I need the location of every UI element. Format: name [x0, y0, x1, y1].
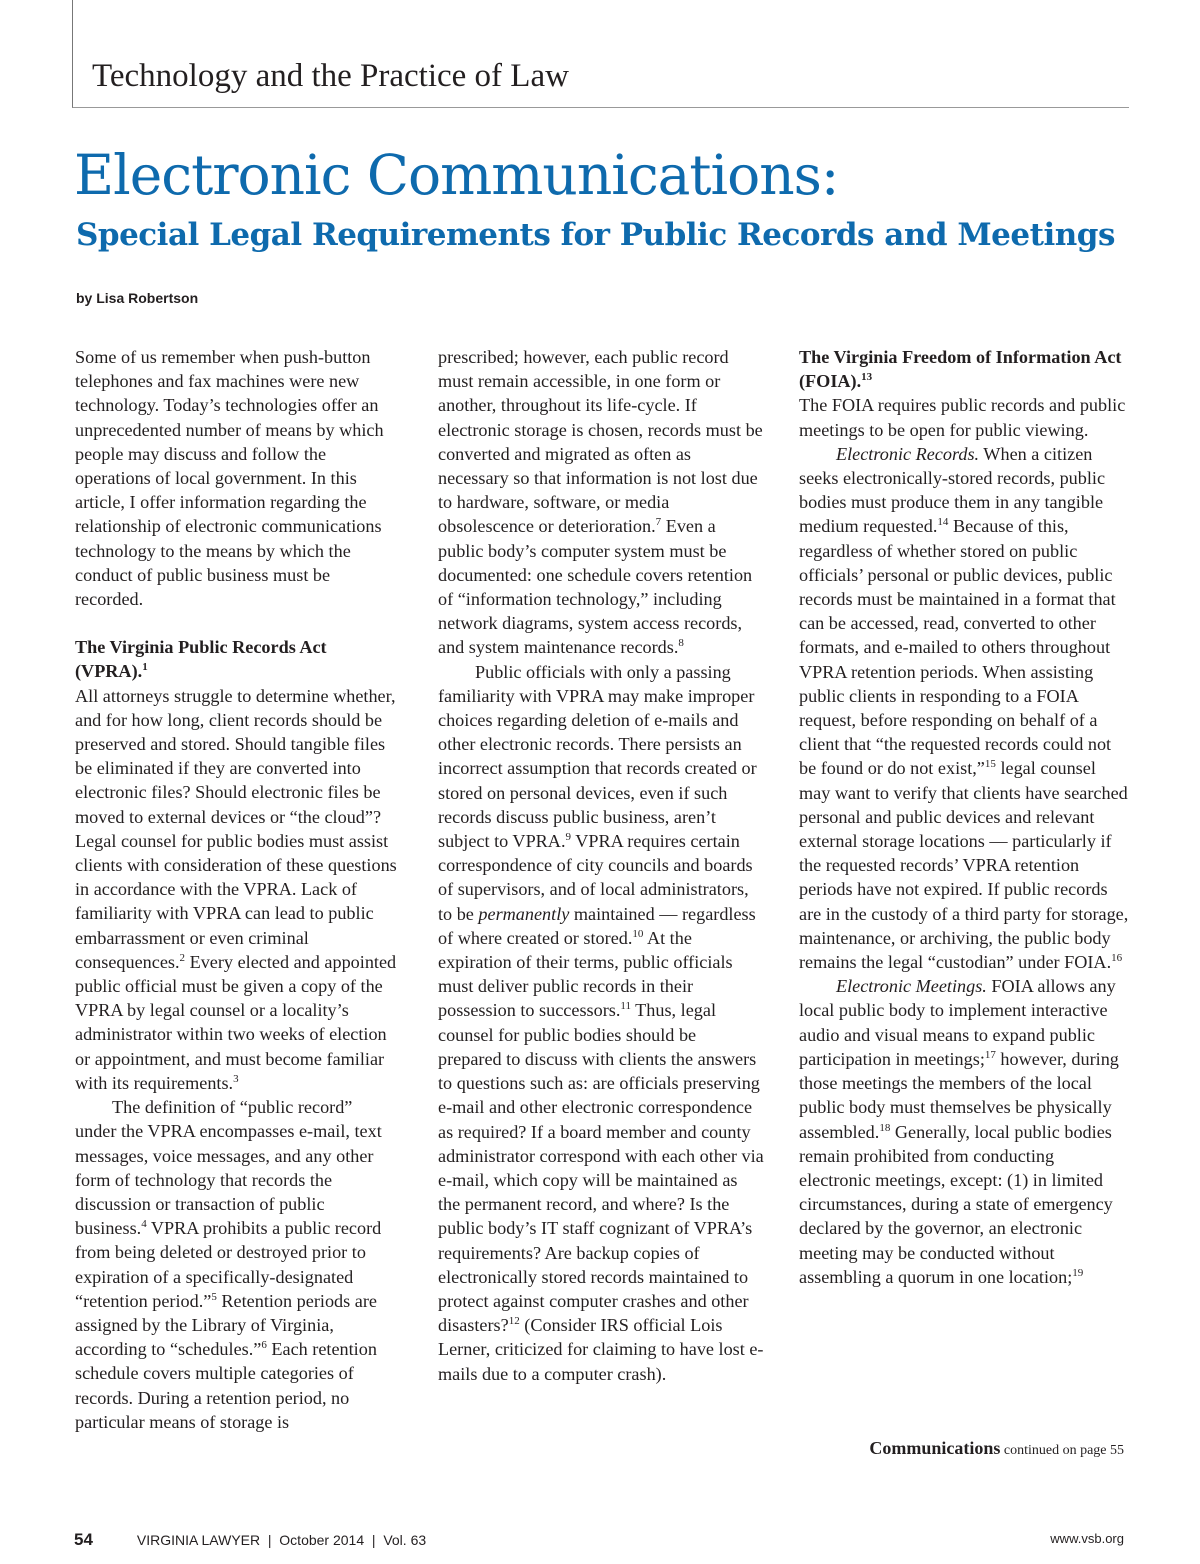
vpra-paragraph-4: Public officials with only a passing familiarity with VPRA may make improper choices regarding deletion of e-mails and other electronic records. There persists an incorrect assumption that records created or stored on personal devices, even if such records discuss public business, aren’t subject to VPRA.$^9$ VPRA requires certain correspondence of city councils and boards of supervisors, and of local administrators, to be permanently maintained — regardless of where created or stored.$^{10}$ At the expiration of their terms, public officials must deliver public records in their possession to successors.$^{11}$ Thus, legal counsel for public bodies should be prepared to discuss with clients the answers to questions such as: are officials preserving e-mail and other electronic correspondence as required? If a board member and county administrator correspond with each other via e-mail, which copy will be maintained as the permanent record, and where? Is the public body’s IT staff cognizant of VPRA’s requirements? Are backup copies of electronically stored records maintained to protect against computer crashes and other disasters?$^{12}$ (Consider IRS official Lois Lerner, criticized for claiming to have lost e-mails due to a computer crash). [438, 661, 764, 1384]
footnote-ref: 7 [655, 516, 662, 529]
vpra-heading: The Virginia Public Records Act (VPRA).$^1$ [75, 637, 327, 682]
footnote-ref: 9 [565, 831, 571, 844]
footnote-ref: 14 [937, 516, 949, 529]
footnote-ref: 5 [211, 1290, 217, 1303]
column-3 [799, 345, 1129, 1289]
column-1 [75, 345, 397, 1434]
footnote-ref: 15 [984, 758, 996, 771]
article-title: Electronic Communications: [74, 143, 839, 207]
footnote-ref: 13 [861, 371, 873, 384]
footer-website: www.vsb.org [1050, 1531, 1124, 1546]
continued-jump-line: Communications continued on page 55 [869, 1438, 1124, 1458]
column-2 [438, 345, 764, 1386]
publication-info: VIRGINIA LAWYER | October 2014 | Vol. 63 [136, 1532, 427, 1548]
footnote-ref: 10 [632, 927, 644, 940]
footnote-ref: 17 [984, 1048, 996, 1061]
intro-paragraph: Some of us remember when push-button telephones and fax machines were new technology. Today’s technologies offer an unprecedented number of means by which people may discuss and follow the operations of local government. In this article, I offer information regarding the relationship of electronic communications technology to the means by which the conduct of public business must be recorded. [75, 347, 384, 610]
section-title: Technology and the Practice of Law [92, 58, 569, 94]
foia-paragraph-1: The FOIA requires public records and public meetings to be open for public viewing. [799, 395, 1126, 440]
vpra-paragraph-2: The definition of “public record” under the VPRA encompasses e-mail, text messages, voice messages, and any other form of technology that records the discussion or transaction of public business.$^4$ VPRA prohibits a public record from being deleted or destroyed prior to expiration of a specifically-designated “retention period.”$^5$ Retention periods are assigned by the Library of Virginia, according to “schedules.”$^6$ Each retention schedule covers multiple categories of records. During a retention period, no particular means of storage is [75, 1097, 382, 1432]
electronic-records-paragraph: Electronic Records. When a citizen seeks electronically-stored records, public bodies must produce them in any tangible medium requested.$^{14}$ Because of this, regardless of whether stored on public officials’ personal or public devices, public records must be maintained in a format that can be accessed, read, converted to other formats, and e-mailed to others throughout VPRA retention periods. When assisting public clients in responding to a FOIA request, before responding on behalf of a client that “the requested records could not be found or do not exist,”$^{15}$ legal counsel may want to verify that clients have searched personal and public devices and relevant external storage locations — particularly if the requested records’ VPRA retention periods have not expired. If public records are in the custody of a third party for storage, maintenance, or archiving, the public body remains the legal “custodian” under FOIA.$^{16}$ [799, 443, 1129, 973]
vpra-paragraph-3: prescribed; however, each public record must remain accessible, in one form or another, throughout its life-cycle. If electronic storage is chosen, records must be converted and migrated as often as necessary so that information is not lost due to hardware, software, or media obsolescence or deterioration.$^7$ Even a public body’s computer system must be documented: one schedule covers retention of “information technology,” including network diagrams, system access records, and system maintenance records.$^8$ [438, 347, 763, 658]
footnote-ref: 3 [233, 1072, 239, 1085]
page-number: 54 [74, 1530, 93, 1549]
footnote-ref: 12 [508, 1315, 520, 1328]
footnote-ref: 2 [179, 951, 186, 964]
footnote-ref: 19 [1072, 1266, 1084, 1279]
footnote-ref: 4 [141, 1218, 147, 1231]
vpra-paragraph-1: All attorneys struggle to determine whether, and for how long, client records should be preserved and stored. Should tangible files be eliminated if they are converted into electronic files? Should electronic files be moved to external devices or “the cloud”? Legal counsel for public bodies must assist clients with consideration of these questions in accordance with the VPRA. Lack of familiarity with VPRA can lead to public embarrassment or even criminal consequences.$^2$ Every elected and appointed public official must be given a copy of the VPRA by legal counsel or a locality’s administrator within two weeks of election or appointment, and must become familiar with its requirements.$^3$ [75, 685, 397, 1093]
article-subtitle: Special Legal Requirements for Public Records and Meetings [76, 217, 1115, 253]
electronic-meetings-paragraph: Electronic Meetings. FOIA allows any local public body to implement interactive audio and visual means to expand public participation in meetings;$^{17}$ however, during those meetings the members of the local public body must themselves be physically assembled.$^{18}$ Generally, local public bodies remain prohibited from conducting electronic meetings, except: (1) in limited circumstances, during a state of emergency declared by the governor, an electronic meeting may be conducted without assembling a quorum in one location;$^{19}$ [799, 976, 1119, 1287]
footnote-ref: 16 [1111, 952, 1123, 965]
byline: by Lisa Robertson [76, 290, 199, 306]
footnote-ref: 8 [678, 637, 684, 650]
footnote-ref: 18 [879, 1121, 891, 1134]
footer-publication [74, 1530, 426, 1550]
footnote-ref: 6 [261, 1339, 267, 1352]
foia-heading: The Virginia Freedom of Information Act (FOIA).$^{13}$ [799, 347, 1122, 392]
footnote-ref: 11 [620, 1000, 631, 1013]
footnote-ref: 1 [142, 661, 148, 674]
